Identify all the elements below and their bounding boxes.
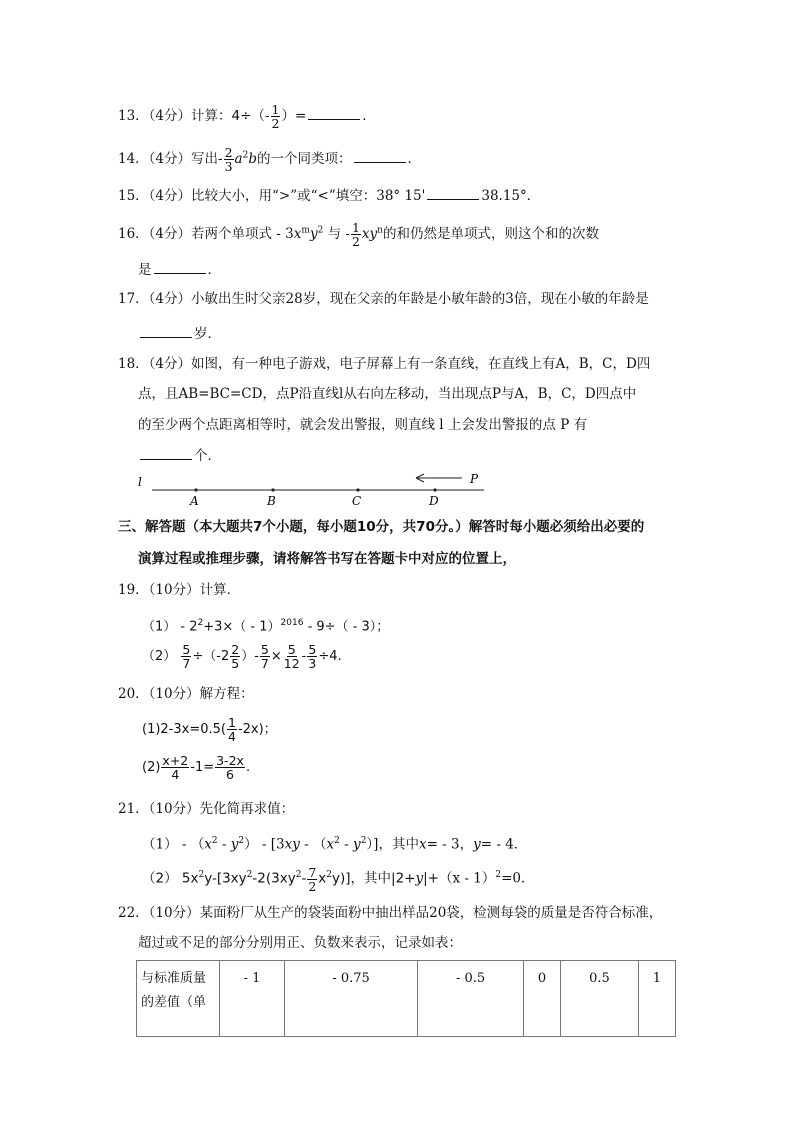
- question-17-line2: [138, 324, 221, 343]
- question-20: [118, 685, 254, 703]
- q18-label-p: P: [470, 472, 479, 486]
- q13-expr-tail: ）=: [281, 108, 307, 124]
- q18-label-d: D: [429, 494, 439, 508]
- q18-figure: [132, 470, 492, 510]
- table-cell: 1: [638, 961, 675, 1037]
- q21-p2-a: （2） 5x: [142, 870, 199, 887]
- q15-tail: 38.15°．: [481, 188, 541, 204]
- q18-point-d: [433, 488, 436, 491]
- q19-p1-sup1: 2: [197, 618, 204, 628]
- q20-p1-b: -2x)；: [237, 722, 277, 737]
- question-19: [118, 581, 240, 599]
- q18-line2: 点，且AB=BC=CD，点P沿直线l从右向左移动，当出现点P与A，B，C，D四点中: [138, 386, 637, 402]
- q19-p2-frac3-num: 5: [260, 642, 269, 657]
- q19-p2-frac4: [283, 643, 301, 670]
- section3-line2: 演算过程或推理步骤，请将解答书写在答题卡中对应的位置上，: [138, 551, 516, 567]
- q18-point-a: [194, 488, 197, 491]
- q16-text-a: 16．（4分）若两个单项式 - 3: [118, 226, 294, 242]
- q20-p1-frac-num: 1: [227, 715, 236, 730]
- q18-answer-blank[interactable]: [140, 446, 192, 460]
- q22-line2: 超过或不足的部分分别用正、负数来表示，记录如表：: [138, 935, 462, 951]
- question-16-line2: [138, 260, 221, 279]
- q14-sign: -: [218, 151, 223, 167]
- q16-text-b: 与 -: [327, 226, 350, 242]
- q21-p1-xy: xy: [284, 836, 300, 853]
- q14-answer-blank[interactable]: [354, 149, 406, 163]
- q16-mono1-x: x: [293, 226, 302, 242]
- q13-frac-den: 2: [271, 116, 280, 131]
- q16-mono2-sup: n: [377, 225, 383, 236]
- q18-point-b: [271, 488, 274, 491]
- q20-p1-frac-den: 4: [227, 729, 236, 744]
- q13-end: ．: [362, 108, 376, 124]
- q13-answer-blank[interactable]: [308, 106, 360, 120]
- q21-part2: [142, 860, 534, 894]
- q21-p1-y2: y: [353, 836, 361, 853]
- q15-text: 15．（4分）比较大小，用“>”或“<”填空：38° 15': [118, 188, 426, 204]
- q16-answer-blank[interactable]: [154, 260, 206, 274]
- table-cell: 0: [523, 961, 560, 1037]
- q16-frac-den: 2: [351, 234, 360, 249]
- q17-answer-blank[interactable]: [140, 324, 192, 338]
- q19-p2-frac5-num: 5: [308, 642, 317, 657]
- q18-line1: 18．（4分）如图，有一种电子游戏，电子屏幕上有一条直线，在直线上有A，B，C，D四: [118, 356, 651, 372]
- q14-frac-den: 3: [224, 159, 233, 174]
- q19-p1-sup2: 2016: [280, 618, 304, 628]
- q19-label: 19．（10分）计算．: [118, 582, 241, 598]
- q20-part2: [142, 753, 250, 783]
- q19-p2-frac2-num: 2: [231, 642, 240, 657]
- q13-expr-lead: 4÷（: [231, 108, 265, 124]
- q20-p2-frac1-den: 4: [171, 767, 180, 782]
- q19-part1: [142, 614, 389, 636]
- q21-p1-c: ） - [3: [244, 836, 285, 853]
- q18-label-l: l: [138, 475, 142, 489]
- q14-fraction: [224, 146, 234, 173]
- q21-p2-sup4: 2: [326, 870, 332, 880]
- q21-label: 21．（10分）先化简再求值：: [118, 801, 295, 817]
- q18-line3: 的至少两个点距离相等时，就会发出警报，则直线 l 上会发出警报的点 P 有: [138, 417, 588, 433]
- q19-p2-mid2: ）-: [241, 649, 259, 664]
- q16-text-c: 的和仍然是单项式，则这个和的次数: [382, 226, 599, 242]
- q19-p1-b: +3×（ - 1）: [203, 619, 281, 635]
- q21-p2-h: =0．: [501, 870, 535, 887]
- q21-p2-c: -2(3xy: [252, 870, 296, 887]
- q21-p2-sup5: 2: [495, 870, 502, 880]
- q19-p1-a: （1） - 2: [142, 619, 198, 635]
- q19-p2-frac5: [307, 643, 317, 670]
- table-cell: - 0.5: [418, 961, 524, 1037]
- q21-p2-sup2: 2: [246, 870, 253, 880]
- q19-p2-mid4: -: [301, 649, 307, 664]
- q19-p2-frac1: [181, 643, 191, 670]
- q21-p1-x2: x: [326, 836, 335, 853]
- q17-line2: 岁．: [194, 326, 221, 342]
- question-14: [118, 146, 421, 173]
- table-head-cell: 与标准质量的差值（单: [137, 961, 220, 1037]
- q20-label: 20．（10分）解方程：: [118, 686, 254, 702]
- q18-label-b: B: [267, 494, 276, 508]
- q21-p1-d: - （: [299, 836, 327, 853]
- q19-p2-frac4-num: 5: [287, 642, 296, 657]
- q20-p2-frac2-num: 3-2x: [216, 753, 244, 768]
- q18-line4: 个．: [194, 448, 221, 464]
- q19-p2-frac3: [260, 643, 270, 670]
- q13-sign: -: [264, 108, 270, 124]
- q21-p1-g: = - 4．: [480, 836, 528, 853]
- q21-p2-d: -: [301, 870, 307, 887]
- q16-fraction: [351, 221, 361, 248]
- q21-p1-x: x: [204, 836, 212, 853]
- table-cell: - 1: [220, 961, 285, 1037]
- q21-p1-eq2: y: [473, 836, 481, 853]
- q20-p2-frac2-den: 6: [226, 767, 234, 782]
- q20-part1: [142, 715, 277, 745]
- q17-line1: 17．（4分）小敏出生时父亲28岁，现在父亲的年龄是小敏年龄的3倍，现在小敏的年龄是: [118, 291, 649, 307]
- q14-term: a: [234, 151, 243, 167]
- q21-p1-sup4: 2: [360, 836, 367, 846]
- q21-p2-f: y)]，其中|2+: [332, 870, 416, 887]
- q19-p2-frac4-den: 12: [283, 656, 300, 671]
- q21-p1-sup1: 2: [211, 836, 218, 846]
- question-16-line1: [118, 221, 599, 248]
- q21-p1-e: ）]，其中: [366, 836, 419, 853]
- q16-mono1-y: y: [309, 226, 318, 242]
- question-22-line1: [118, 904, 662, 922]
- q21-p2-sup1: 2: [198, 870, 205, 880]
- q20-p2-frac2: [215, 754, 245, 781]
- q16-mono2: xy: [361, 226, 378, 242]
- q19-p2-frac3-den: 7: [260, 656, 269, 671]
- q18-label-a: A: [190, 494, 199, 508]
- q21-p1-y: y: [230, 836, 239, 853]
- q20-p1-frac: [227, 716, 237, 743]
- question-18-line4: [138, 446, 221, 465]
- q20-p2-frac1: [161, 754, 189, 781]
- q21-p2-e: x: [318, 870, 327, 887]
- q20-p2-mid: -1=: [190, 760, 215, 775]
- q18-point-c: [356, 488, 359, 491]
- section-3-line1: [118, 518, 644, 536]
- table-cell: - 0.75: [285, 961, 418, 1037]
- q16-mono1-sup: 2: [317, 225, 324, 236]
- q20-p2-frac1-num: x+2: [162, 753, 189, 768]
- q18-label-c: C: [352, 494, 362, 508]
- q21-p2-frac-den: 2: [308, 878, 317, 894]
- question-17-line1: [118, 290, 649, 308]
- q21-p1-b: -: [217, 836, 231, 853]
- q19-p2-frac1-num: 5: [182, 642, 191, 657]
- q19-part2: [142, 642, 342, 672]
- q19-p2-frac1-den: 7: [182, 656, 191, 671]
- q19-p1-c: - 9÷（ - 3）；: [303, 619, 390, 635]
- q22-table: [136, 960, 676, 1037]
- q21-p1-f: = - 3，: [426, 836, 474, 853]
- q16-frac-num: 1: [351, 220, 360, 235]
- q21-p2-g: |+（x - 1）: [423, 870, 496, 887]
- q21-p1-sup3: 2: [334, 836, 340, 846]
- q19-p2-mid1: ÷（-2: [192, 649, 230, 664]
- q21-p1-b2: -: [339, 836, 354, 853]
- q14-label: 14．（4分）写出: [118, 151, 219, 167]
- q13-label: 13．（4分）计算：: [118, 108, 232, 124]
- section-3-line2: [138, 550, 516, 568]
- table-row: [137, 961, 676, 1037]
- q16-end: ．: [207, 262, 221, 278]
- q21-p1-a: （1） - （: [142, 836, 205, 853]
- question-21: [118, 800, 294, 818]
- q13-frac-num: 1: [271, 102, 280, 117]
- q21-p2-b: y-[3xy: [204, 870, 247, 887]
- q20-p1-a: (1)2-3x=0.5(: [142, 722, 226, 737]
- q14-term-tail: b: [248, 151, 257, 167]
- q19-p2-frac2-den: 5: [231, 656, 240, 671]
- q14-end: ．: [407, 151, 421, 167]
- q19-p2-frac5-den: 3: [308, 656, 317, 671]
- q19-p2-frac2: [230, 643, 240, 670]
- q21-part1: [142, 832, 527, 854]
- table-cell: 0.5: [561, 961, 639, 1037]
- q13-fraction: [271, 103, 281, 130]
- question-15: [118, 186, 540, 205]
- question-18-line2: [138, 385, 636, 403]
- q21-p1-eq1: x: [418, 836, 427, 853]
- question-18-line1: [118, 355, 650, 373]
- question-18-line3: [138, 416, 587, 434]
- q22-line1: 22．（10分）某面粉厂从生产的袋装面粉中抽出样品20袋，检测每袋的质量是否符合标准，: [118, 905, 663, 921]
- q20-p2-a: (2): [142, 760, 161, 775]
- q21-p1-sup2: 2: [238, 836, 245, 846]
- section3-line1: 三、解答题（本大题共7个小题，每小题10分，共70分。）解答时每小题必须给出必要的: [118, 519, 645, 535]
- q19-p2-mid3: ×: [270, 649, 282, 664]
- q20-p2-end: .: [245, 760, 251, 775]
- q14-frac-num: 2: [224, 145, 233, 160]
- q16-line2: 是: [138, 262, 152, 278]
- question-22-line2: [138, 934, 462, 952]
- q19-p2-end: ÷4.: [318, 649, 342, 664]
- q21-p2-y: y: [415, 870, 424, 887]
- q21-p2-frac-num: 7: [308, 864, 317, 880]
- question-13: [118, 103, 376, 130]
- q14-term-sup: 2: [242, 150, 249, 161]
- q21-p2-frac: [307, 866, 317, 893]
- q14-tail: 的一个同类项：: [257, 151, 352, 167]
- q15-answer-blank[interactable]: [427, 186, 479, 200]
- q16-mono1-m: m: [301, 225, 310, 236]
- q21-p2-sup3: 2: [295, 870, 302, 880]
- q19-p2-label: （2）: [142, 649, 177, 664]
